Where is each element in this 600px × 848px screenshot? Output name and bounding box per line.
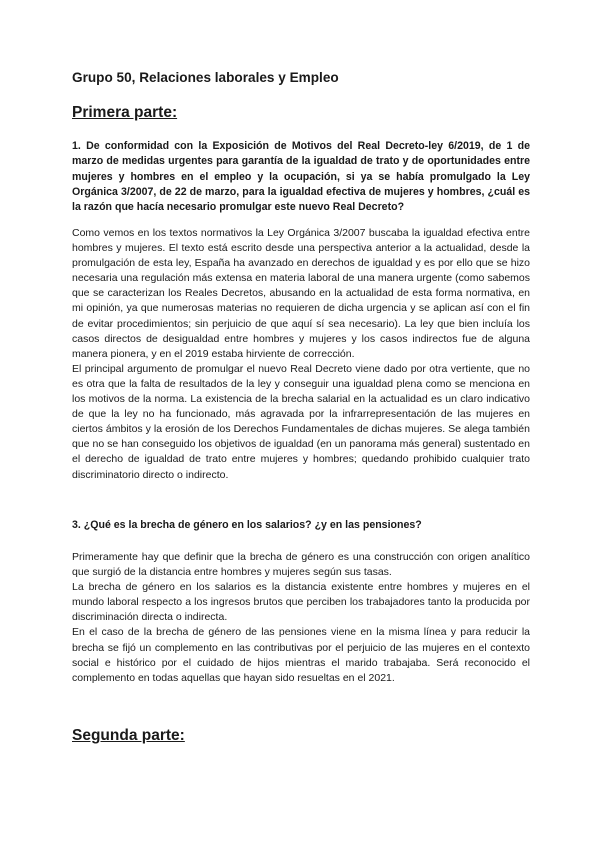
section-heading-part1: Primera parte: [72, 104, 178, 121]
answer-1-paragraph-1: Como vemos en los textos normativos la Ley Orgánica 3/2007 buscaba la igualdad efectiva entre hombres y mujeres. El texto está escrito desde una perspectiva anterior a la actualidad, desde la promulgación de esta ley, España ha avanzado en derechos de igualdad y es por ello que se hizo necesaria una regulación más extensa en materia laboral de una manera urgente (como sabemos que se caracterizan los Reales Decretos, abusando en la actualidad de esta forma normativa, en mi opinión, ya que numerosas materias no requieren de dicha urgencia y se aplican así con el fin de evitar procedimientos; sin perjuicio de que aquí sí sea necesario). La ley que bien incluía los casos directos de desigualdad entre hombres y mujeres y los casos indirectos fue de alguna manera pionera, y en el 2019 estaba hirviente de corrección. [72, 227, 530, 360]
answer-3-paragraph-1: Primeramente hay que definir que la brecha de género es una construcción con origen analítico que surgió de la distancia entre hombres y mujeres según sus tasas. [72, 551, 530, 579]
question-1: 1. De conformidad con la Exposición de Motivos del Real Decreto-ley 6/2019, de 1 de marzo de medidas urgentes para garantía de la igualdad de trato y de oportunidades entre mujeres y hombres en el empleo y la ocupación, si ya se había promulgado la Ley Orgánica 3/2007, de 22 de marzo, para la igualdad efectiva de mujeres y hombres, ¿cuál es la razón que hacía necesario promulgar este nuevo Real Decreto? [72, 140, 530, 214]
document-title: Grupo 50, Relaciones laborales y Empleo [72, 70, 339, 85]
question-3: 3. ¿Qué es la brecha de género en los salarios? ¿y en las pensiones? [72, 519, 422, 531]
answer-3-paragraph-3: En el caso de la brecha de género de las pensiones viene en la misma línea y para reducir la brecha se fijó un complemento en las contributivas por el perjuicio de las mujeres en el contexto social e histórico por el cuidado de hijos mientras el marido trabajaba. Será reconocido el complemento en todas aquellas que hayan sido resueltas en el 2021. [72, 626, 530, 684]
section-heading-part2: Segunda parte: [72, 727, 185, 744]
answer-1-paragraph-2: El principal argumento de promulgar el nuevo Real Decreto viene dado por otra vertiente, que no es otra que la falta de resultados de la ley y conseguir una igualdad plena como se menciona en los motivos de la norma. La existencia de la brecha salarial en la actualidad es un claro indicativo de que la ley no ha funcionado, más agravada por la infrarrepresentación de las mujeres en ciertos ámbitos y la erosión de los Derechos Fundamentales de dichas mujeres. Se alega también que no se han conseguido los objetivos de igualdad (en un panorama más general) sustentado en el derecho de igualdad de trato entre mujeres y hombres; quedando prohibido cualquier trato discriminatorio directo o indirecto. [72, 362, 530, 481]
answer-3 [72, 550, 530, 686]
answer-3-paragraph-2: La brecha de género en los salarios es la distancia existente entre hombres y mujeres en el mundo laboral respecto a los ingresos brutos que perciben los trabajadores tanto la producida por discriminación directa o indirecta. [72, 581, 530, 624]
answer-1 [72, 226, 530, 483]
